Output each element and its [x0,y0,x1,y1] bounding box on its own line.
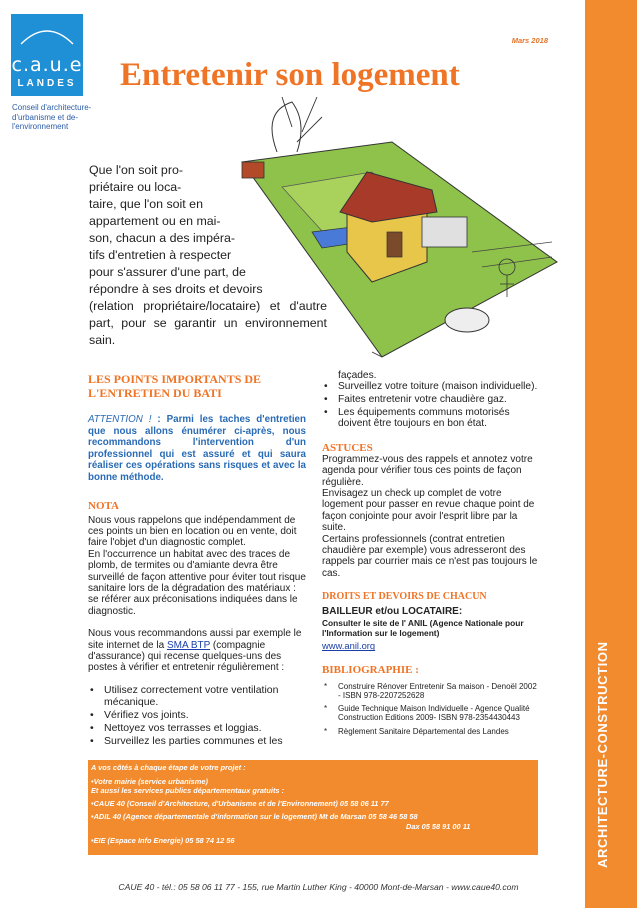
intro-line: priétaire ou loca- [89,180,182,194]
biblio-heading: BIBLIOGRAPHIE : [322,663,419,676]
car-icon [445,308,489,332]
droits-line2: Consulter le site de l' ANIL (Agence Nationale pour l'Information sur le logement) [322,617,524,639]
contact-box [88,760,538,855]
intro-line: son, chacun a des impéra- [89,231,236,245]
shed-icon [242,162,264,178]
list-item: • Les équipements communs motorisés doivent être toujours en bon état. [322,407,538,430]
contact-line: Dax 05 58 91 00 11 [406,822,471,831]
astuces-heading: ASTUCES [322,441,373,454]
logo-caption [12,103,102,132]
nota-heading: NOTA [88,499,119,512]
checklist-left [88,684,306,747]
nota-p3-after: (compagnie d'assurance) qui recense quelques-uns des postes à vérifier et entretenir régulièrement : [88,639,285,674]
side-band [585,0,637,908]
list-item: • Faites entretenir votre chaudière gaz. [322,394,538,406]
attention-paragraph [88,414,306,484]
intro-line: tifs d'entretien à respecter [89,248,232,262]
astuces-p2: Envisagez un check up complet de votre logement pour passer en revue chaque point de façon conjointe pour avoir l'esprit libre par la suite. [322,488,535,534]
nota-p2: En l'occurrence un habitat avec des traces de plomb, de termites ou d'amiante devra être surveillé de façon attentive pour éviter tout risque sanitaire lors de la dégradation des matériaux : se référer aux préconisations indiquées dans le diagnostic. [88,548,306,617]
attention-text: : Parmi les taches d'entretien que nous allons énumérer ci-après, nous recommandons l'intervention d'un professionnel qui est assuré et qui saura réaliser ces opérations sans risques et avec la bonne méthode. [88,414,306,483]
points-heading: LES POINTS IMPORTANTS DE L'ENTRETIEN DU BATI [88,372,262,400]
list-item: * Règlement Sanitaire Départemental des Landes [322,727,538,736]
droits-line1: BAILLEUR et/ou LOCATAIRE: [322,606,463,618]
astuces-p1: Programmez-vous des rappels et annotez votre agenda pour vérifier tous ces points de façon régulière. [322,453,533,488]
list-item: • Surveillez votre toiture (maison individuelle). [322,381,538,393]
nota-p3-before: Nous vous recommandons aussi par exemple le site internet de la [88,628,302,651]
logo-mark-icon [11,14,83,54]
intro-line: appartement ou en mai- [89,214,221,228]
left-column [88,372,306,748]
astuces-p3: Certains professionnels (contrat entretien chaudière par exemple) vous adresseront des rappels par courrier mais ce n'est pas toujours le cas. [322,533,538,579]
intro-tail: (relation propriétaire/locataire) et d'autre part, pour se garantir un environnement sain. [89,299,327,347]
publication-date: Mars 2018 [511,36,548,45]
attention-label: ATTENTION ! [88,414,152,425]
side-band-label: ARCHITECTURE-CONSTRUCTION [595,641,610,868]
list-item: * Guide Technique Maison Individuelle - Agence Qualité Construction Editions 2009- ISBN 978-2354430443 [322,704,538,722]
contact-line: •ADIL 40 (Agence départementale d'information sur le logement) Mt de Marsan 05 58 46 58 58 [91,812,418,821]
intro-line: pour s'assurer d'une part, de [89,265,246,279]
page-title: Entretenir son logement [120,57,460,93]
list-item: • Nettoyez vos terrasses et loggias. [88,722,306,734]
list-item: • Surveillez les parties communes et les [88,735,306,747]
checklist-continuation: façades. [338,370,377,381]
list-item: • Vérifiez vos joints. [88,709,306,721]
sma-btp-link[interactable]: SMA BTP [166,639,211,651]
page-footer: CAUE 40 - tél.: 05 58 06 11 77 - 155, rue Martin Luther King - 40000 Mont-de-Marsan - www.caue40.com [118,882,519,892]
list-item: * Construire Rénover Entretenir Sa maison - Denoël 2002 - ISBN 978-2207252628 [322,682,538,700]
intro-line: Que l'on soit pro- [89,163,183,177]
contact-line: A vos côtés à chaque étape de votre projet : [91,763,246,772]
nota-p1: Nous vous rappelons que indépendamment de ces points un bien en location ou en vente, doit faire l'objet d'un diagnostic complet. [88,514,297,549]
intro-line: taire, que l'on soit en [89,197,203,211]
intro-line: répondre à ses droits et devoirs [89,282,263,296]
contact-line: •EIE (Espace Info Energie) 05 58 74 12 56 [91,836,235,845]
right-column [322,370,538,737]
contact-line: Et aussi les services publics départementaux gratuits : [91,786,285,795]
checklist-right [322,381,538,429]
logo-caption-line: l'environnement [12,122,69,131]
logo-caption-line: Conseil d'architecture- [12,103,92,112]
bibliography-list [322,682,538,736]
droits-heading: DROITS ET DEVOIRS DE CHACUN [322,591,487,603]
logo-main-text: c.a.u.e [11,54,83,76]
list-item: • Utilisez correctement votre ventilation mécanique. [88,684,306,708]
contact-line: •CAUE 40 (Conseil d'Architecture, d'Urbanisme et de l'Environnement) 05 58 06 11 77 [91,799,389,808]
contact-line: •Votre mairie (service urbanisme) [91,777,208,786]
caue-logo [11,14,83,96]
logo-sub-text: LANDES [17,78,77,89]
tree-icon [272,97,322,152]
house-illustration [222,92,562,367]
logo-caption-line: d'urbanisme et de- [12,112,79,122]
nota-p3 [88,628,306,674]
anil-link[interactable]: www.anil.org [322,640,376,652]
